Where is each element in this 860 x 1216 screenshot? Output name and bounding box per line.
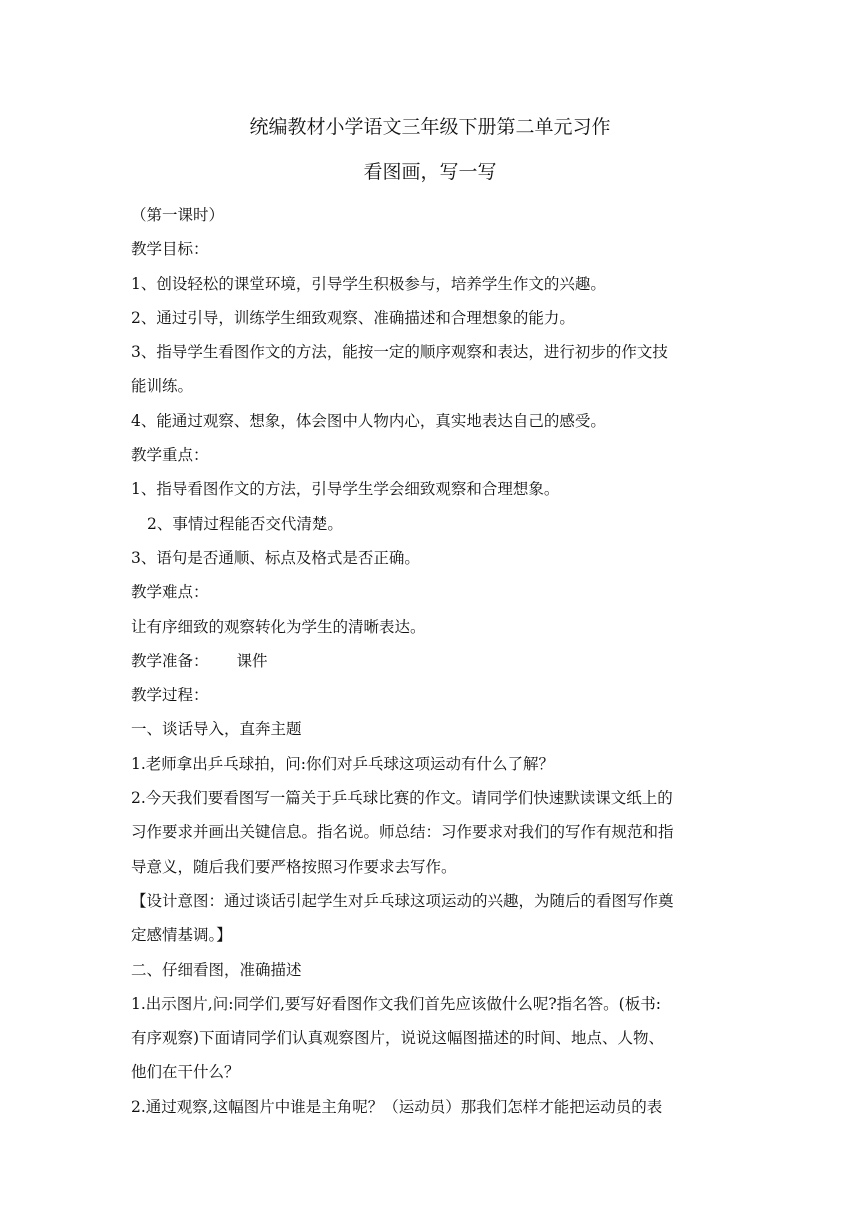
subsection-heading: 二、仔细看图，准确描述 bbox=[131, 960, 302, 979]
paragraph-line: 1、指导看图作文的方法，引导学生学会细致观察和合理想象。 bbox=[131, 480, 560, 499]
section-heading-difficulties: 教学难点： bbox=[131, 583, 209, 602]
document-title: 统编教材小学语文三年级下册第二单元习作 bbox=[249, 116, 611, 138]
paragraph-line: 导意义，随后我们要严格按照习作要求去写作。 bbox=[131, 857, 457, 876]
section-heading-objectives: 教学目标： bbox=[131, 240, 209, 259]
subsection-heading: 一、谈话导入，直奔主题 bbox=[131, 720, 302, 739]
paragraph-line: 3、语句是否通顺、标点及格式是否正确。 bbox=[131, 548, 420, 567]
paragraph-line: 有序观察)下面请同学们认真观察图片，说说这幅图描述的时间、地点、人物、 bbox=[131, 1029, 665, 1048]
paragraph-line: 2、事情过程能否交代清楚。 bbox=[147, 514, 343, 533]
paragraph-line: 2.今天我们要看图写一篇关于乒乓球比赛的作文。请同学们快速默读课文纸上的 bbox=[131, 789, 673, 808]
paragraph-line: 他们在干什么？ bbox=[131, 1063, 240, 1082]
paragraph-line: 3、指导学生看图作文的方法，能按一定的顺序观察和表达，进行初步的作文技 bbox=[131, 343, 668, 362]
section-heading-key-points: 教学重点： bbox=[131, 446, 209, 465]
design-intent-line: 定感情基调。】 bbox=[131, 926, 232, 945]
document-body bbox=[131, 198, 731, 1124]
paragraph-line: 习作要求并画出关键信息。指名说。师总结：习作要求对我们的写作有规范和指 bbox=[131, 823, 674, 842]
preparation-value: 课件 bbox=[236, 651, 268, 670]
paragraph-line: 让有序细致的观察转化为学生的清晰表达。 bbox=[131, 617, 426, 636]
paragraph-line: 1.老师拿出乒乓球拍，问:你们对乒乓球这项运动有什么了解？ bbox=[131, 754, 555, 773]
design-intent-line: 【设计意图：通过谈话引起学生对乒乓球这项运动的兴趣，为随后的看图写作奠 bbox=[131, 891, 674, 910]
paragraph-line: 能训练。 bbox=[131, 377, 194, 396]
paragraph-line: 2.通过观察,这幅图片中谁是主角呢？（运动员）那我们怎样才能把运动员的表 bbox=[131, 1097, 663, 1116]
section-heading-process: 教学过程： bbox=[131, 686, 209, 705]
paragraph-line: 1.出示图片,问:同学们,要写好看图作文我们首先应该做什么呢?指名答。(板书: bbox=[131, 994, 661, 1013]
preparation-line bbox=[131, 644, 731, 678]
paragraph-line: 1、创设轻松的课堂环境，引导学生积极参与，培养学生作文的兴趣。 bbox=[131, 274, 606, 293]
section-heading-preparation: 教学准备： bbox=[131, 651, 209, 670]
document-subtitle: 看图画，写一写 bbox=[363, 161, 497, 183]
paragraph-line: 4、能通过观察、想象，体会图中人物内心，真实地表达自己的感受。 bbox=[131, 411, 606, 430]
lesson-period: （第一课时） bbox=[131, 206, 225, 224]
paragraph-line: 2、通过引导，训练学生细致观察、准确描述和合理想象的能力。 bbox=[131, 308, 575, 327]
